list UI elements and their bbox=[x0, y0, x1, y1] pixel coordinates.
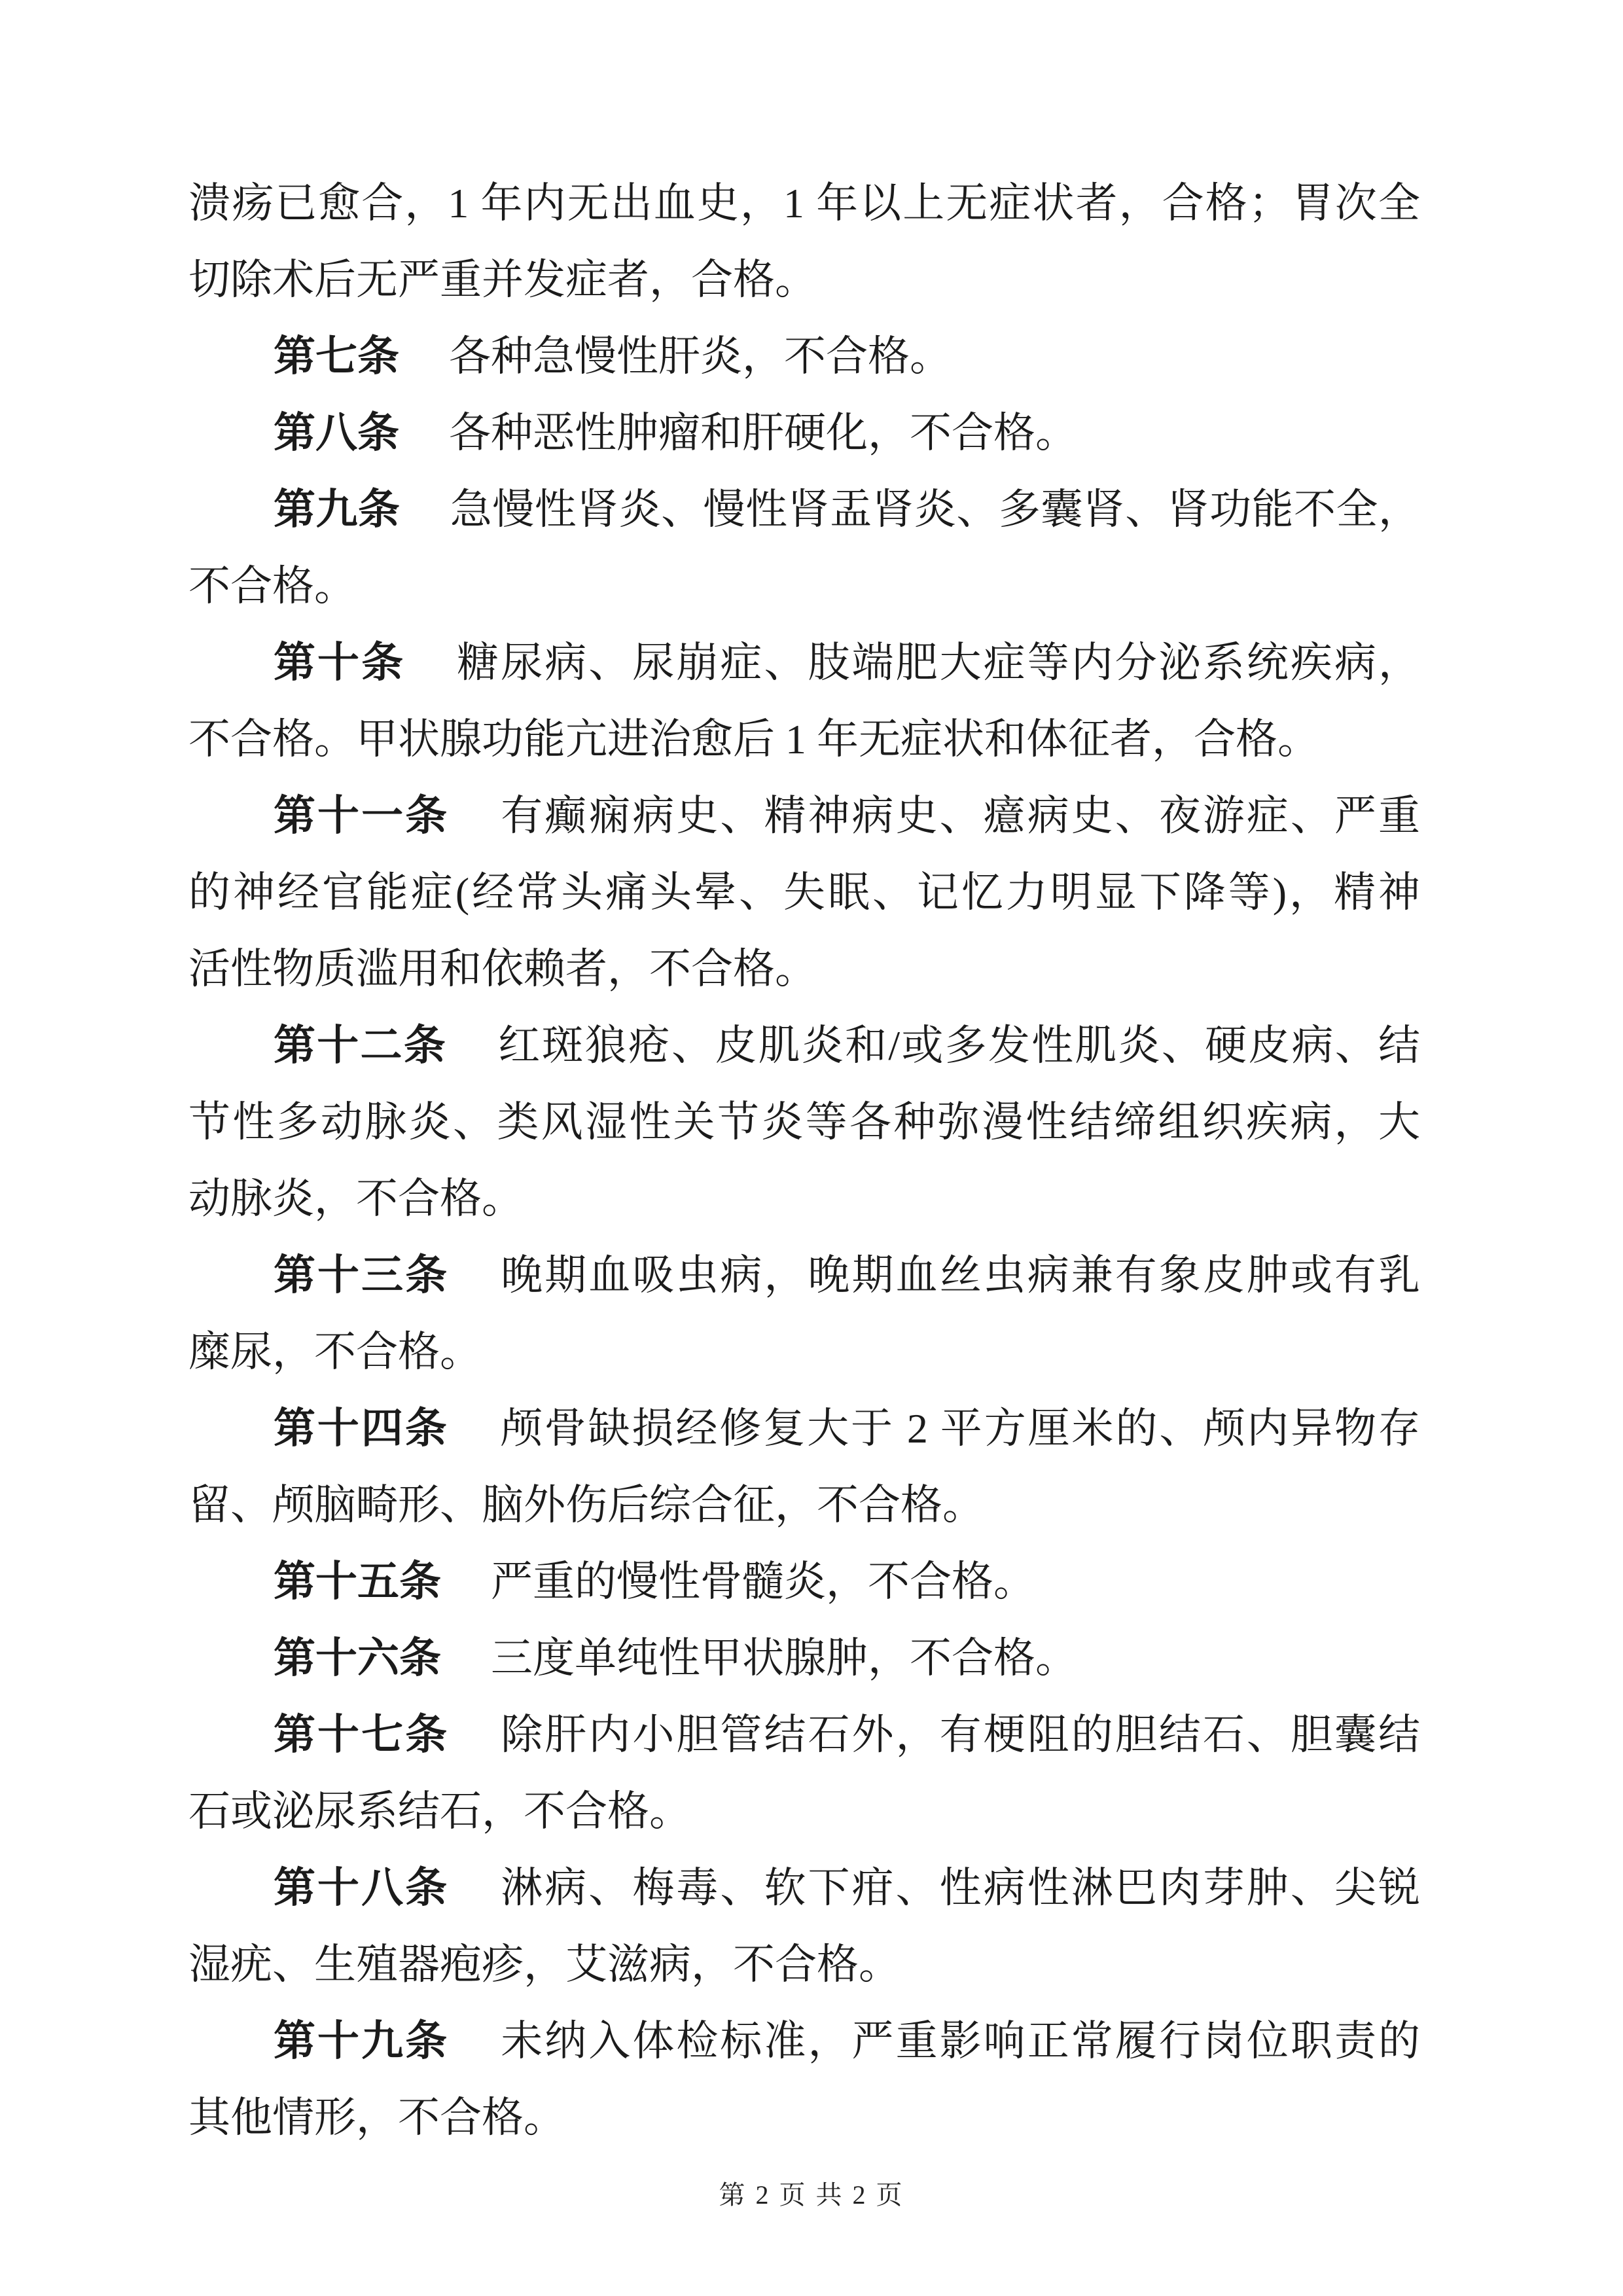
line-text: 颅骨缺损经修复大于 2 平方厘米的、颅内异物存 bbox=[500, 1405, 1421, 1452]
document-line bbox=[188, 2079, 1420, 2156]
document-line bbox=[188, 1696, 1420, 1773]
line-text: 三度单纯性甲状腺肿，不合格。 bbox=[491, 1635, 1077, 1681]
line-text: 溃疡已愈合，1 年内无出血史，1 年以上无症状者，合格；胃次全 bbox=[188, 180, 1420, 226]
line-text: 各种急慢性肝炎，不合格。 bbox=[449, 333, 952, 380]
article-number-label: 第十六条 bbox=[274, 1635, 441, 1681]
article-number-label: 第十条 bbox=[274, 639, 406, 686]
document-line bbox=[188, 1160, 1420, 1237]
line-text: 各种恶性肿瘤和肝硬化，不合格。 bbox=[449, 410, 1077, 456]
line-text: 留、颅脑畸形、脑外伤后综合征，不合格。 bbox=[188, 1482, 984, 1528]
document-body bbox=[188, 165, 1420, 2156]
line-text: 的神经官能症(经常头痛头晕、失眠、记忆力明显下降等)，精神 bbox=[188, 869, 1420, 916]
line-text: 除肝内小胆管结石外，有梗阻的胆结石、胆囊结 bbox=[501, 1712, 1421, 1758]
document-line bbox=[188, 778, 1420, 854]
document-line bbox=[188, 1850, 1420, 1926]
line-text: 糖尿病、尿崩症、肢端肥大症等内分泌系统疾病， bbox=[457, 639, 1421, 686]
document-line bbox=[188, 1314, 1420, 1390]
line-text: 活性物质滥用和依赖者，不合格。 bbox=[188, 946, 817, 992]
document-line bbox=[188, 1620, 1420, 1696]
line-text: 湿疣、生殖器疱疹，艾滋病，不合格。 bbox=[188, 1941, 901, 1988]
document-line bbox=[188, 318, 1420, 395]
article-number-label: 第十四条 bbox=[274, 1405, 449, 1452]
line-text: 节性多动脉炎、类风湿性关节炎等各种弥漫性结缔组织疾病，大 bbox=[188, 1099, 1420, 1145]
article-number-label: 第十七条 bbox=[274, 1712, 450, 1758]
article-number-label: 第十一条 bbox=[274, 793, 450, 839]
line-text: 石或泌尿系结石，不合格。 bbox=[188, 1788, 691, 1835]
page-footer: 第 2 页 共 2 页 bbox=[719, 2180, 904, 2210]
document-line bbox=[188, 854, 1420, 931]
article-number-label: 第十二条 bbox=[274, 1022, 447, 1069]
document-line bbox=[188, 1237, 1420, 1314]
document-line bbox=[188, 2003, 1420, 2079]
line-text: 不合格。甲状腺功能亢进治愈后 1 年无症状和体征者，合格。 bbox=[188, 716, 1319, 762]
article-number-label: 第十三条 bbox=[274, 1252, 450, 1299]
document-line bbox=[188, 1926, 1420, 2003]
line-text: 晚期血吸虫病，晚期血丝虫病兼有象皮肿或有乳 bbox=[501, 1252, 1421, 1299]
document-line bbox=[188, 624, 1420, 701]
article-number-label: 第七条 bbox=[274, 333, 399, 380]
document-line bbox=[188, 1467, 1420, 1543]
document-line bbox=[188, 1390, 1420, 1467]
line-text: 淋病、梅毒、软下疳、性病性淋巴肉芽肿、尖锐 bbox=[501, 1865, 1421, 1911]
document-line bbox=[188, 242, 1420, 318]
document-line bbox=[188, 701, 1420, 778]
line-text: 糜尿，不合格。 bbox=[188, 1329, 482, 1375]
document-line bbox=[188, 471, 1420, 548]
document-line bbox=[188, 1543, 1420, 1620]
article-number-label: 第十九条 bbox=[274, 2018, 450, 2064]
document-line bbox=[188, 1084, 1420, 1160]
line-text: 急慢性肾炎、慢性肾盂肾炎、多囊肾、肾功能不全， bbox=[450, 486, 1421, 533]
document-line bbox=[188, 1773, 1420, 1850]
line-text: 红斑狼疮、皮肌炎和/或多发性肌炎、硬皮病、结 bbox=[498, 1022, 1421, 1069]
document-line bbox=[188, 165, 1420, 242]
article-number-label: 第九条 bbox=[274, 486, 401, 533]
document-line bbox=[188, 931, 1420, 1007]
document-line bbox=[188, 1007, 1420, 1084]
document-line bbox=[188, 548, 1420, 624]
document-line bbox=[188, 395, 1420, 471]
line-text: 切除术后无严重并发症者，合格。 bbox=[188, 257, 817, 303]
article-number-label: 第十五条 bbox=[274, 1558, 441, 1605]
article-number-label: 第十八条 bbox=[274, 1865, 450, 1911]
line-text: 严重的慢性骨髓炎，不合格。 bbox=[491, 1558, 1035, 1605]
line-text: 未纳入体检标准，严重影响正常履行岗位职责的 bbox=[501, 2018, 1421, 2064]
article-number-label: 第八条 bbox=[274, 410, 399, 456]
line-text: 有癫痫病史、精神病史、癔病史、夜游症、严重 bbox=[501, 793, 1421, 839]
line-text: 不合格。 bbox=[188, 563, 356, 609]
line-text: 其他情形，不合格。 bbox=[188, 2094, 565, 2141]
line-text: 动脉炎，不合格。 bbox=[188, 1175, 524, 1222]
